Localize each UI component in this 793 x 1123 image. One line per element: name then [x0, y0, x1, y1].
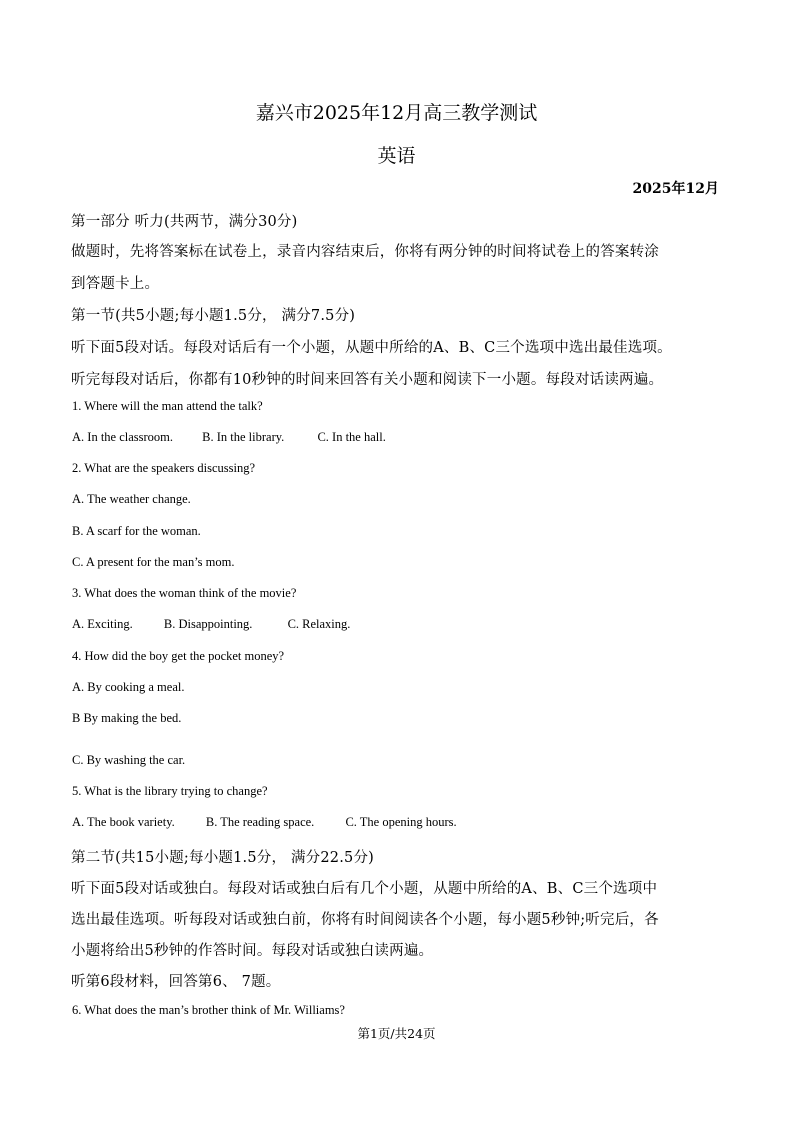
part1-instructions-line1: 做题时，先将答案标在试卷上，录音内容结束后，你将有两分钟的时间将试卷上的答案转涂: [71, 244, 659, 260]
section1-heading: 第一节(共5小题;每小题1.5分， 满分7.5分): [71, 308, 356, 324]
question-4-option-c: C. By washing the car.: [72, 753, 186, 767]
material-6-instruction: 听第6段材料，回答第6、 7题。: [71, 974, 281, 990]
question-2: 2. What are the speakers discussing?: [72, 461, 256, 475]
section2-instructions-line3: 小题将给出5秒钟的作答时间。每段对话或独白读两遍。: [71, 943, 434, 959]
question-5: 5. What is the library trying to change?: [72, 784, 268, 798]
question-2-option-b: B. A scarf for the woman.: [72, 524, 201, 538]
section2-instructions-line2: 选出最佳选项。听每段对话或独白前，你将有时间阅读各个小题，每小题5秒钟;听完后，各: [71, 912, 659, 928]
question-3: 3. What does the woman think of the movie?: [72, 586, 297, 600]
question-4-option-a: A. By cooking a meal.: [72, 680, 185, 694]
question-2-option-a: A. The weather change.: [72, 492, 191, 506]
question-5-options: [72, 815, 457, 830]
option-b: B. In the library.: [202, 430, 285, 444]
question-6: 6. What does the man’s brother think of Mr. Williams?: [72, 1003, 345, 1017]
question-2-option-c: C. A present for the man’s mom.: [72, 555, 235, 569]
part1-heading: 第一部分 听力(共两节，满分30分): [71, 214, 298, 230]
option-a: A. In the classroom.: [72, 430, 174, 444]
page-number: 第1页/共24页: [357, 1026, 436, 1041]
option-b: B. Disappointing.: [163, 617, 253, 631]
question-1: 1. Where will the man attend the talk?: [72, 399, 263, 413]
exam-title: 嘉兴市2025年12月高三教学测试: [255, 102, 538, 124]
question-4-option-b: B By making the bed.: [72, 711, 182, 725]
exam-subject: 英语: [377, 145, 416, 167]
question-1-options: [72, 430, 386, 445]
option-a: A. The book variety.: [72, 815, 175, 829]
section1-instructions-line1: 听下面5段对话。每段对话后有一个小题，从题中所给的A、B、C三个选项中选出最佳选项。: [71, 340, 672, 356]
question-4: 4. How did the boy get the pocket money?: [72, 649, 285, 663]
section1-instructions-line2: 听完每段对话后，你都有10秒钟的时间来回答有关小题和阅读下一小题。每段对话读两遍。: [71, 372, 664, 388]
exam-date: 2025年12月: [632, 181, 719, 197]
part1-instructions-line2: 到答题卡上。: [71, 276, 160, 292]
option-c: C. In the hall.: [317, 430, 386, 444]
question-3-options: [72, 617, 350, 632]
section2-instructions-line1: 听下面5段对话或独白。每段对话或独白后有几个小题，从题中所给的A、B、C三个选项中: [71, 881, 658, 897]
option-c: C. The opening hours.: [345, 815, 457, 829]
option-a: A. Exciting.: [72, 617, 133, 631]
option-b: B. The reading space.: [205, 815, 315, 829]
option-c: C. Relaxing.: [287, 617, 351, 631]
section2-heading: 第二节(共15小题;每小题1.5分， 满分22.5分): [71, 850, 375, 866]
